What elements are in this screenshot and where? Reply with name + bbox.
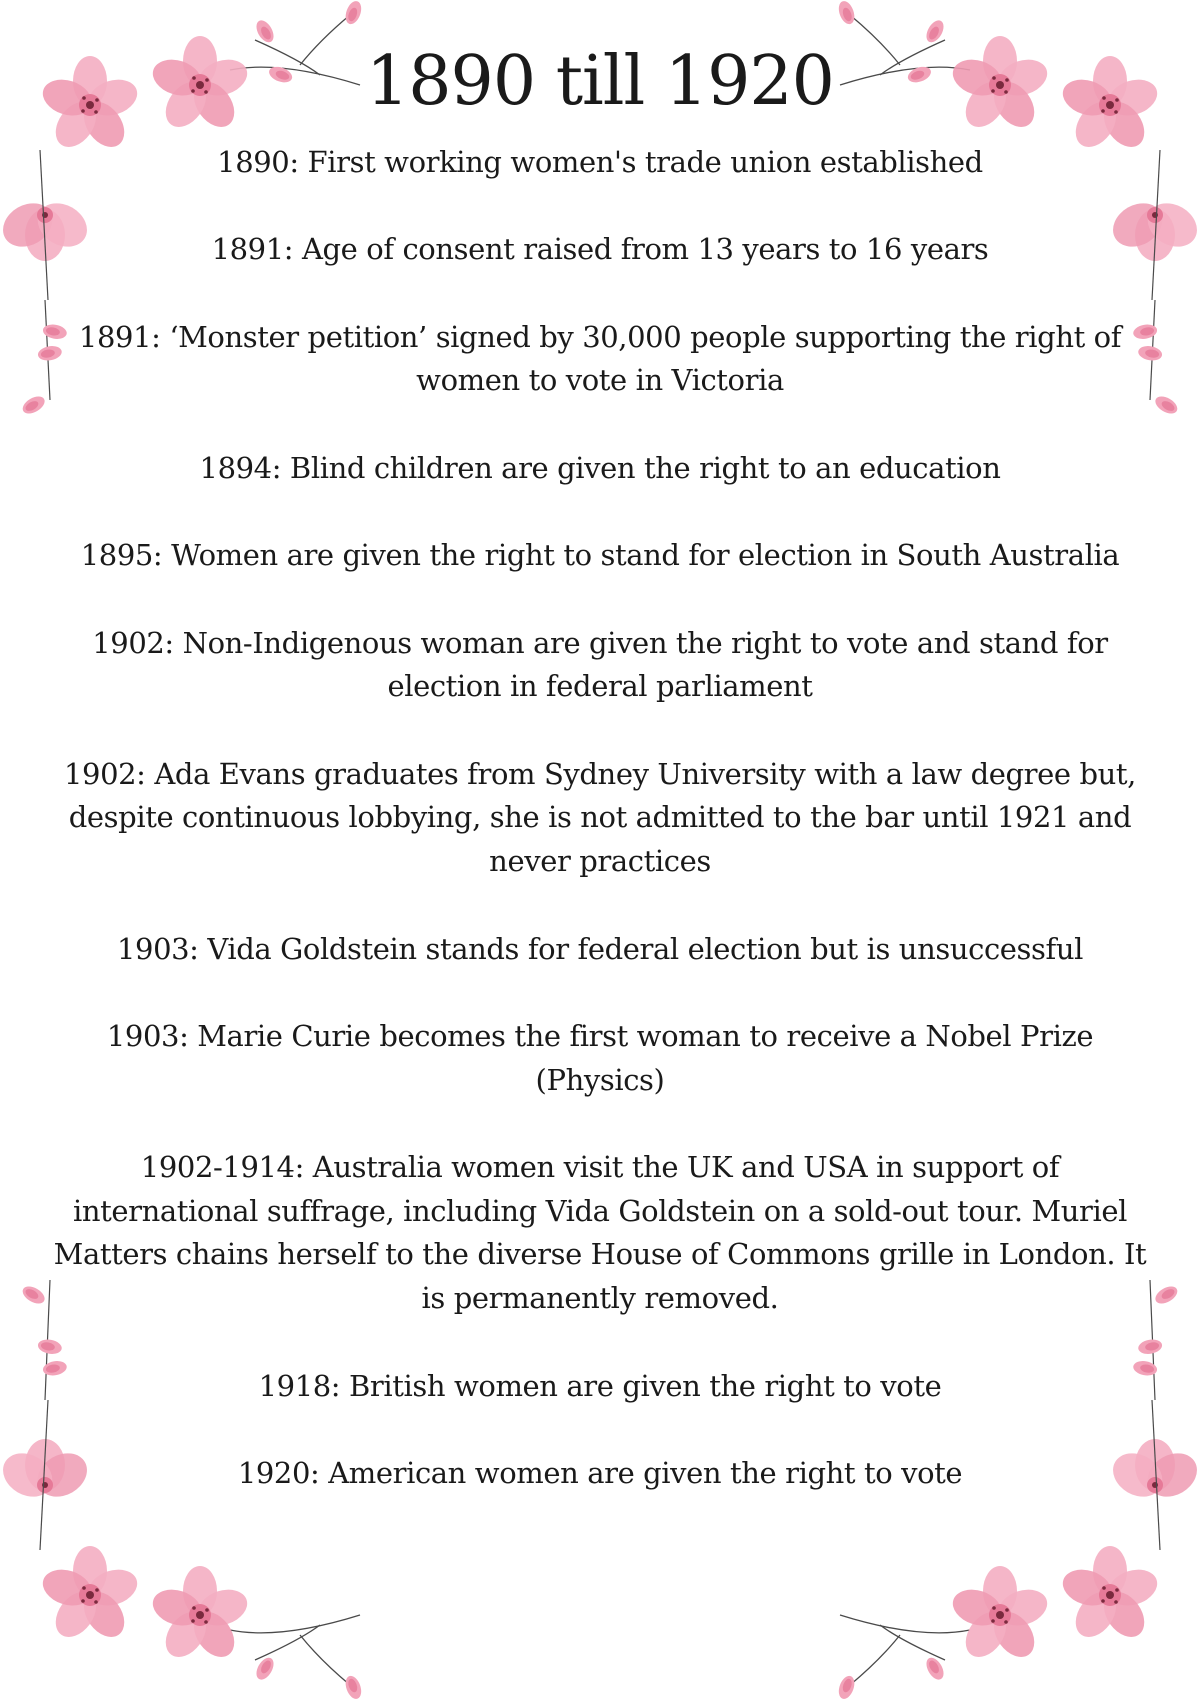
timeline-entry: 1918: British women are given the right to vote [258,1368,942,1403]
timeline-entry: 1902: Ada Evans graduates from Sydney University with a law degree but, despite continuous lobbying, she is not admitted to the bar until 1921 and never practices [63,756,1136,879]
timeline-entry: 1891: ‘Monster petition’ signed by 30,000 people supporting the right of women to vote in Victoria [78,319,1122,398]
timeline-entry: 1895: Women are given the right to stand for election in South Australia [80,538,1120,573]
timeline-entry: 1903: Marie Curie becomes the first woman to receive a Nobel Prize (Physics) [106,1018,1094,1097]
timeline-entry: 1890: First working women's trade union established [217,145,983,179]
timeline-entry: 1902: Non-Indigenous woman are given the right to vote and stand for election in federal parliament [92,625,1108,704]
page-title: 1890 till 1920 [366,42,834,121]
timeline-entry: 1920: American women are given the right to vote [237,1455,963,1490]
timeline-list [44,141,1156,1496]
timeline-entry: 1891: Age of consent raised from 13 years to 16 years [211,232,989,267]
timeline-entry: 1903: Vida Goldstein stands for federal election but is unsuccessful [116,931,1084,966]
timeline-entry: 1902-1914: Australia women visit the UK and USA in support of international suffrage, including Vida Goldstein on a sold-out tour. Muriel Matters chains herself to the diverse House of Commons grille in London. It is permanently removed. [53,1150,1147,1316]
timeline-entry: 1894: Blind children are given the right to an education [199,450,1001,485]
